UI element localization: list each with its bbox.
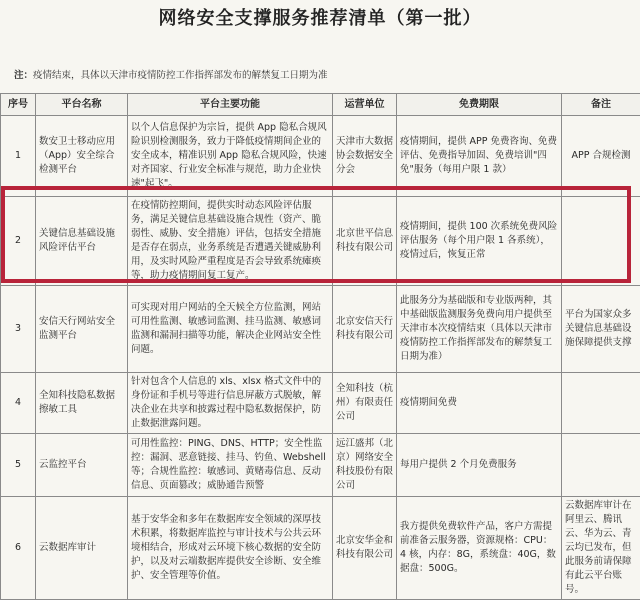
cell-function: 基于安华金和多年在数据库安全领域的深厚技术积累，将数据库监控与审计技术与公共云环境相结合，形成对云环境下核心数据的安全防护，以及对云端数据库提供安全诊断、安全维护、安全管理等价值。 — [128, 497, 333, 600]
cell-remark — [562, 434, 640, 497]
cell-operator: 天津市大数据协会数据安全分会 — [333, 116, 397, 197]
page-title: 网络安全支撑服务推荐清单（第一批） — [0, 4, 640, 30]
header-remark: 备注 — [562, 94, 640, 116]
note-text: 疫情结束，具体以天津市疫情防控工作指挥部发布的解禁复工日期为准 — [33, 70, 328, 81]
header-main-function: 平台主要功能 — [128, 94, 333, 116]
cell-operator: 全知科技（杭州）有限责任公司 — [333, 373, 397, 434]
table-header-row — [1, 94, 640, 116]
cell-no: 2 — [1, 197, 36, 286]
cell-free-period: 疫情期间，提供 100 次系统免费风险评估服务（每个用户限 1 各系统），疫情过后，恢复正常 — [397, 197, 562, 286]
cell-function: 在疫情防控期间，提供实时动态风险评估服务，满足关键信息基础设施合规性（资产、脆弱性、威胁、安全措施）评估，包括安全措施是否存在弱点，业务系统是否遭遇关键威胁利用，及实时风险严重程度是否会导致系统瘫痪等，助力疫情期间复工复产。 — [128, 197, 333, 286]
cell-remark: 云数据库审计在阿里云、腾讯云、华为云、青云均已发布，但此服务前请保障有此云平台账号。 — [562, 497, 640, 600]
cell-free-period: 疫情期间，提供 APP 免费咨询、免费评估、免费指导加固、免费培训"四免"服务（每用户限 1 款） — [397, 116, 562, 197]
cell-remark — [562, 197, 640, 286]
cell-function: 针对包含个人信息的 xls、xlsx 格式文件中的身份证和手机号等进行信息屏蔽方式脱敏，解决企业在共享和披露过程中隐私数据保护，防止数据泄露问题。 — [128, 373, 333, 434]
cell-free-period: 我方提供免费软件产品，客户方需提前准备云服务器，资源规格：CPU：4 核，内存：8G，系统盘：40G，数据盘：500G。 — [397, 497, 562, 600]
cell-remark: APP 合规检测 — [562, 116, 640, 197]
header-no: 序号 — [1, 94, 36, 116]
table-row — [1, 373, 640, 434]
table-row — [1, 497, 640, 600]
table-row — [1, 116, 640, 197]
header-platform-name: 平台名称 — [36, 94, 128, 116]
recommendation-table — [0, 93, 640, 600]
cell-platform-name: 关键信息基础设施风险评估平台 — [36, 197, 128, 286]
cell-operator: 远江盛邦（北京）网络安全科技股份有限公司 — [333, 434, 397, 497]
cell-no: 4 — [1, 373, 36, 434]
cell-remark: 平台为国家众多关键信息基础设施保障提供支撑 — [562, 286, 640, 373]
cell-function: 可实现对用户网站的全天候全方位监测，网站可用性监测、敏感词监测、挂马监测、敏感词监测和漏洞扫描等功能，解决企业网站安全性问题。 — [128, 286, 333, 373]
cell-function: 以个人信息保护为宗旨，提供 App 隐私合规风险识别检测服务，致力于降低疫情期间企业的安全成本，精准识别 App 隐私合规风险，快速对齐国家、行业安全标准与规范，助力企业快速"起飞"。 — [128, 116, 333, 197]
header-operator: 运营单位 — [333, 94, 397, 116]
cell-remark — [562, 373, 640, 434]
cell-free-period: 此服务分为基础版和专业版两种，其中基础版监测服务免费向用户提供至天津市本次疫情结束（具体以天津市疫情防控工作指挥部发布的解禁复工日期为准） — [397, 286, 562, 373]
cell-platform-name: 安信天行网站安全监测平台 — [36, 286, 128, 373]
cell-no: 3 — [1, 286, 36, 373]
cell-free-period: 每用户提供 2 个月免费服务 — [397, 434, 562, 497]
cell-no: 1 — [1, 116, 36, 197]
cell-platform-name: 数安卫士移动应用（App）安全综合检测平台 — [36, 116, 128, 197]
cell-platform-name: 云监控平台 — [36, 434, 128, 497]
cell-platform-name: 全知科技隐私数据擦敏工具 — [36, 373, 128, 434]
note-label: 注： — [14, 70, 33, 81]
cell-operator: 北京安华金和科技有限公司 — [333, 497, 397, 600]
table-row — [1, 286, 640, 373]
table-row — [1, 197, 640, 286]
cell-platform-name: 云数据库审计 — [36, 497, 128, 600]
cell-no: 5 — [1, 434, 36, 497]
note — [14, 67, 328, 81]
cell-operator: 北京安信天行科技有限公司 — [333, 286, 397, 373]
cell-operator: 北京世平信息科技有限公司 — [333, 197, 397, 286]
header-free-period: 免费期限 — [397, 94, 562, 116]
cell-no: 6 — [1, 497, 36, 600]
cell-function: 可用性监控：PING、DNS、HTTP；安全性监控：漏洞、恶意链接、挂马、钓鱼、Webshell等；合规性监控：敏感词、黄赌毒信息、反动信息、页面篡改；威胁通告预警 — [128, 434, 333, 497]
table-row — [1, 434, 640, 497]
cell-free-period: 疫情期间免费 — [397, 373, 562, 434]
